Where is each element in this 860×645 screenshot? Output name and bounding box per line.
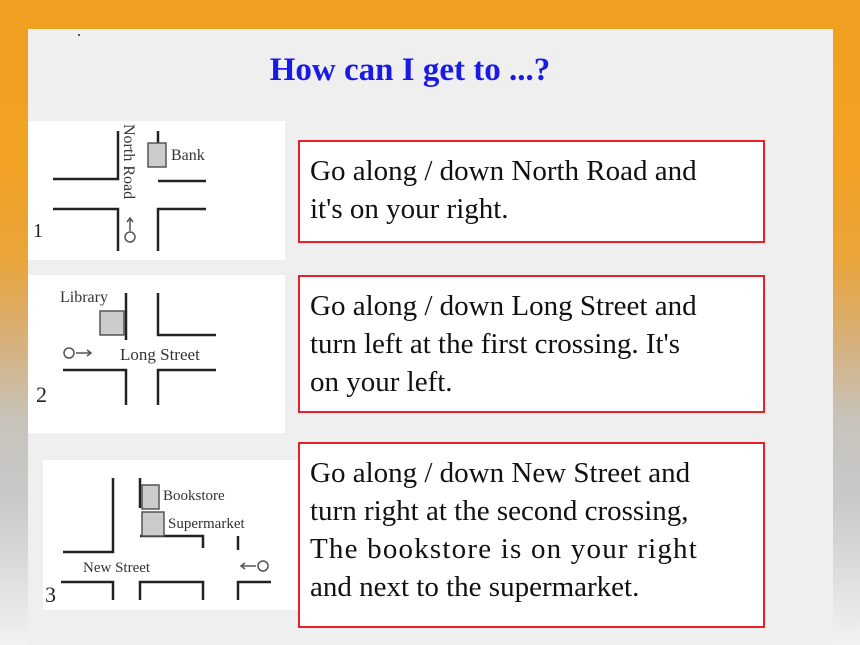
direction-2-line-3: on your left. <box>310 366 453 398</box>
direction-1-line-1: Go along / down North Road and <box>310 155 697 187</box>
map-3-number: 3 <box>45 582 56 607</box>
map-2-place-library: Library <box>60 289 108 306</box>
map-3 <box>43 460 298 610</box>
direction-box-1 <box>298 140 765 243</box>
map-3-drawing <box>43 460 298 610</box>
direction-2-line-2: turn left at the first crossing. It's <box>310 328 681 360</box>
map-1-number: 1 <box>33 220 43 242</box>
map-1-street-label: North Road <box>120 124 137 200</box>
map-3-place-bookstore: Bookstore <box>163 488 225 504</box>
direction-1-line-2: it's on your right. <box>310 193 509 225</box>
direction-3-line-4: and next to the supermarket. <box>310 571 640 603</box>
map-1-drawing <box>28 121 285 260</box>
map-1-place-bank: Bank <box>171 147 205 164</box>
decorative-dot <box>78 34 80 36</box>
map-2-street-label: Long Street <box>120 345 200 364</box>
direction-3-line-2: turn right at the second crossing, <box>310 495 689 527</box>
direction-3-line-1: Go along / down New Street and <box>310 457 691 489</box>
direction-2-line-1: Go along / down Long Street and <box>310 290 697 322</box>
direction-box-3 <box>298 442 765 628</box>
map-2 <box>28 275 285 433</box>
map-3-place-supermarket: Supermarket <box>168 516 245 532</box>
direction-box-2 <box>298 275 765 413</box>
map-2-drawing <box>28 275 285 433</box>
direction-3-line-3: The bookstore is on your right <box>310 533 698 565</box>
page-title: How can I get to ...? <box>269 52 551 88</box>
map-3-street-label: New Street <box>83 560 151 576</box>
map-1 <box>28 121 285 260</box>
map-2-number: 2 <box>36 382 47 407</box>
